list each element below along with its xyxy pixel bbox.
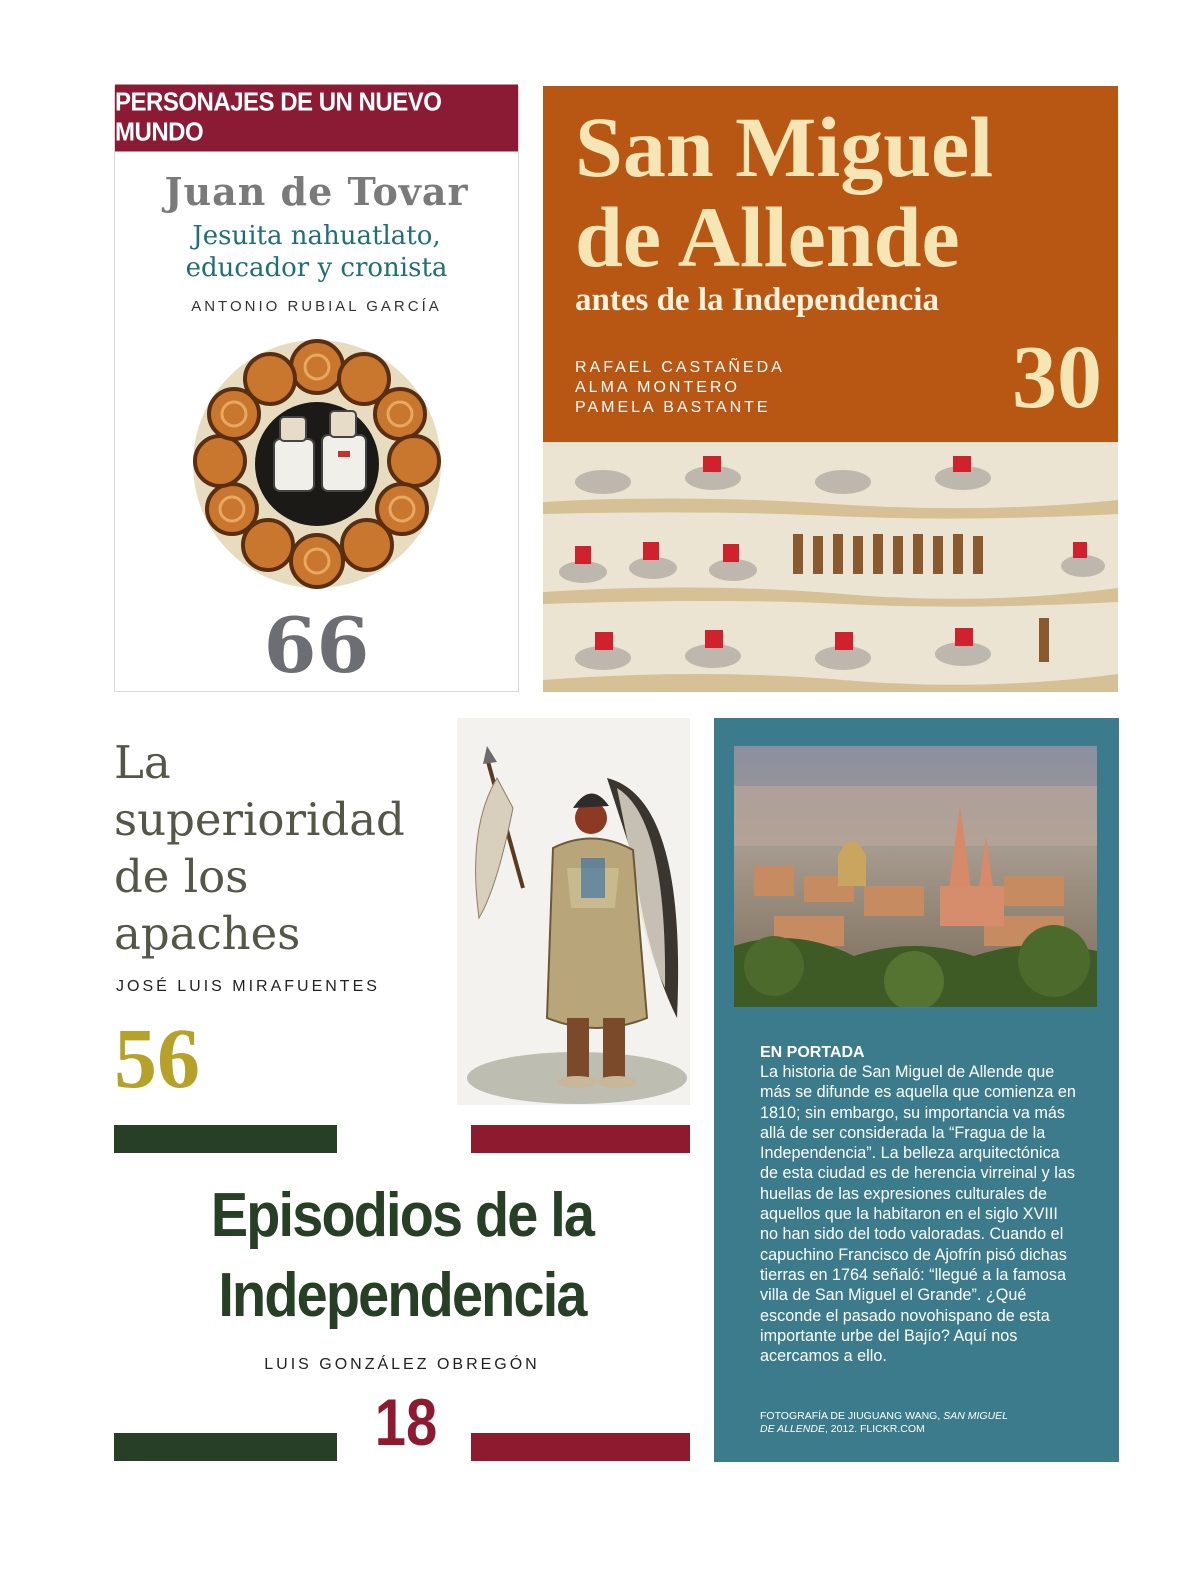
page-number: 18: [374, 1385, 438, 1459]
photo-credit: [760, 1410, 1020, 1436]
credit-title: SAN MIGUEL DE ALLENDE: [760, 1410, 1008, 1435]
cover-heading: EN PORTADA: [760, 1044, 865, 1061]
title-line: de Allende: [575, 189, 960, 285]
divider-bar-green: [114, 1125, 337, 1153]
article-card-san-miguel[interactable]: [543, 86, 1118, 442]
article-subtitle: [115, 220, 518, 284]
article-title-apaches[interactable]: [114, 734, 405, 962]
codex-medallion-image: [192, 339, 442, 589]
title-line: apaches: [114, 907, 301, 960]
cover-info-panel: [714, 718, 1119, 1462]
page-number: 66: [263, 601, 370, 690]
city-photo-image: [734, 746, 1097, 1007]
title-line: Independencia: [218, 1261, 586, 1330]
title-line: San Miguel: [575, 99, 994, 195]
page-number: 30: [1012, 328, 1102, 427]
title-line: La: [114, 736, 171, 789]
article-card-tovar[interactable]: [114, 86, 519, 692]
article-author: ANTONIO RUBIAL GARCÍA: [191, 298, 442, 315]
divider-bar-green: [114, 1433, 337, 1461]
title-line: Episodios de la: [210, 1181, 594, 1250]
article-author: LUIS GONZÁLEZ OBREGÓN: [264, 1356, 540, 1373]
divider-bar-red: [471, 1125, 690, 1153]
article-title: Juan de Tovar: [164, 169, 469, 214]
subtitle-line: educador y cronista: [185, 253, 448, 283]
author-name: RAFAEL CASTAÑEDA: [575, 359, 785, 376]
chief-illustration-image: [457, 718, 690, 1105]
subtitle-line: Jesuita nahuatlato,: [192, 221, 441, 251]
article-title-episodios[interactable]: [143, 1176, 661, 1336]
article-subtitle: antes de la Independencia: [575, 282, 939, 318]
title-line: superioridad: [114, 793, 405, 846]
cover-description: La historia de San Miguel de Allende que más se difunde es aquella que comienza en 1810; sin embargo, su importancia va más allá de ser considerada la “Fragua de la Independencia”. La belleza arquitectónica de esta ciudad es de herencia virreinal y las huellas de las expresiones culturales de aquellos que la habitaron en el siglo XVIII no han sido del todo valoradas. Cuando el capuchino Francisco de Ajofrín pisó dichas tierras en 1764 señaló: “llegué a la famosa villa de San Miguel el Grande”. ¿Qué esconde el pasado novohispano de esta importante urbe del Bajío? Aquí nos acercamos a ello.: [760, 1063, 1076, 1366]
credit-suffix: , 2012. FLICKR.COM: [824, 1423, 925, 1435]
article-authors: [575, 358, 785, 418]
article-author: JOSÉ LUIS MIRAFUENTES: [116, 978, 380, 995]
procession-codex-image: [543, 442, 1118, 692]
section-band: PERSONAJES DE UN NUEVO MUNDO: [115, 85, 518, 152]
credit-prefix: FOTOGRAFÍA DE JIUGUANG WANG,: [760, 1410, 944, 1422]
author-name: PAMELA BASTANTE: [575, 399, 771, 416]
divider-bar-red: [471, 1433, 690, 1461]
title-line: de los: [114, 850, 249, 903]
page-number: 56: [114, 1010, 200, 1106]
article-title: [575, 99, 994, 285]
author-name: ALMA MONTERO: [575, 379, 740, 396]
